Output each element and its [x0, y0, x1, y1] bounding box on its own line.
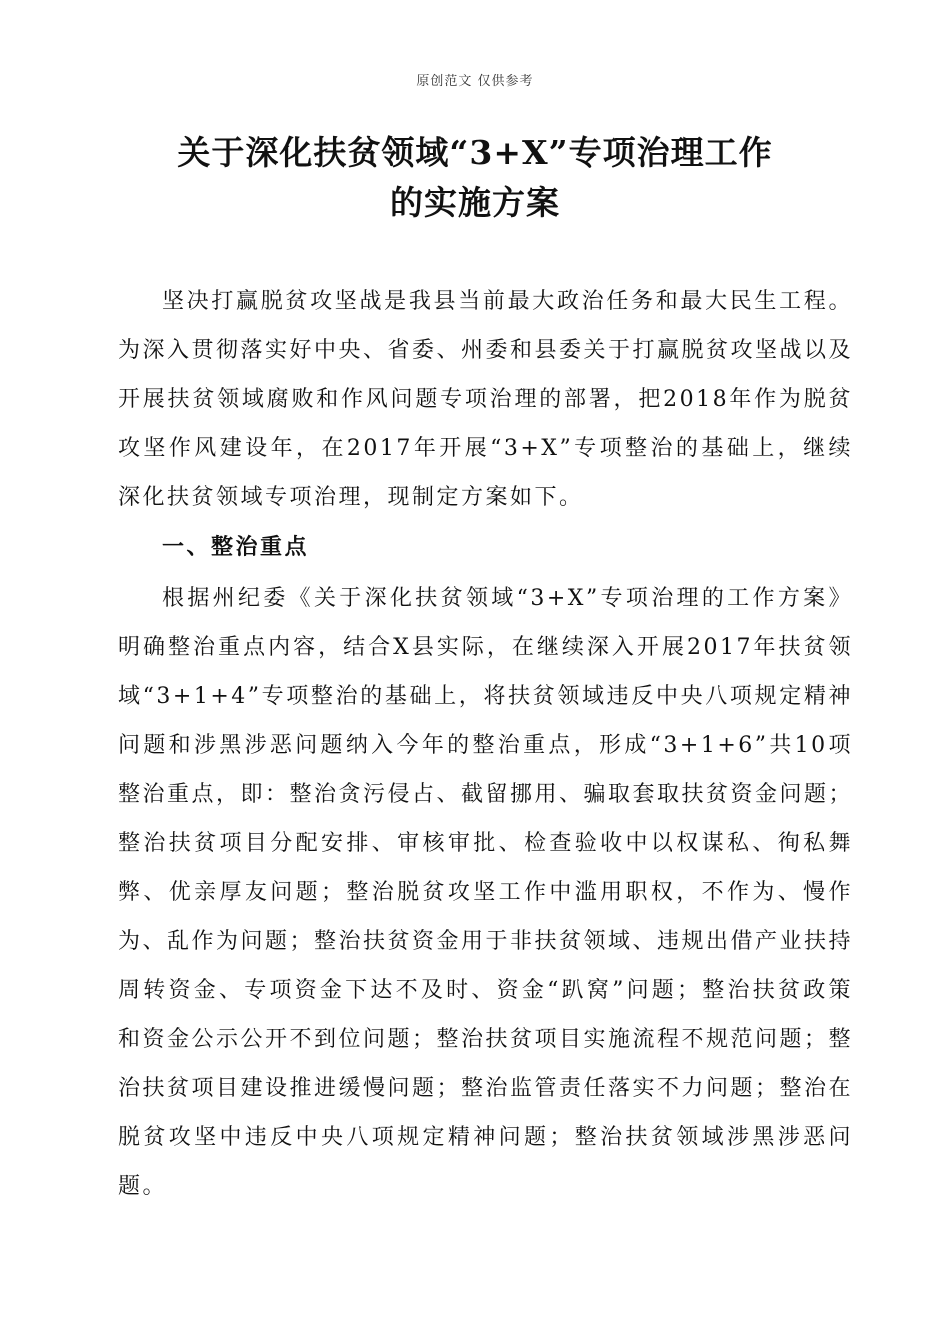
title-line-2: 的实施方案: [390, 183, 560, 222]
section-heading: 一、整治重点: [162, 535, 310, 560]
title-line-1: 关于深化扶贫领域“3+X”专项治理工作: [177, 133, 773, 172]
document-body: [118, 277, 853, 1211]
header-note: 原创范文 仅供参考: [416, 74, 534, 89]
intro-paragraph: 坚决打赢脱贫攻坚战是我县当前最大政治任务和最大民生工程。为深入贯彻落实好中央、省委、州委和县委关于打赢脱贫攻坚战以及开展扶贫领域腐败和作风问题专项治理的部署，把2018年作为脱贫攻坚作风建设年，在2017年开展“3+X”专项整治的基础上，继续深化扶贫领域专项治理，现制定方案如下。: [118, 289, 854, 510]
document-title: [0, 128, 950, 228]
section-paragraph: 根据州纪委《关于深化扶贫领域“3+X”专项治理的工作方案》明确整治重点内容，结合X县实际，在继续深入开展2017年扶贫领域“3+1+4”专项整治的基础上，将扶贫领域违反中央八项规定精神问题和涉黑涉恶问题纳入今年的整治重点，形成“3+1+6”共10项整治重点，即：整治贪污侵占、截留挪用、骗取套取扶贫资金问题；整治扶贫项目分配安排、审核审批、检查验收中以权谋私、徇私舞弊、优亲厚友问题；整治脱贫攻坚工作中滥用职权，不作为、慢作为、乱作为问题；整治扶贫资金用于非扶贫领域、违规出借产业扶持周转资金、专项资金下达不及时、资金“趴窝”问题；整治扶贫政策和资金公示公开不到位问题；整治扶贫项目实施流程不规范问题；整治扶贫项目建设推进缓慢问题；整治监管责任落实不力问题；整治在脱贫攻坚中违反中央八项规定精神问题；整治扶贫领域涉黑涉恶问题。: [118, 586, 854, 1199]
